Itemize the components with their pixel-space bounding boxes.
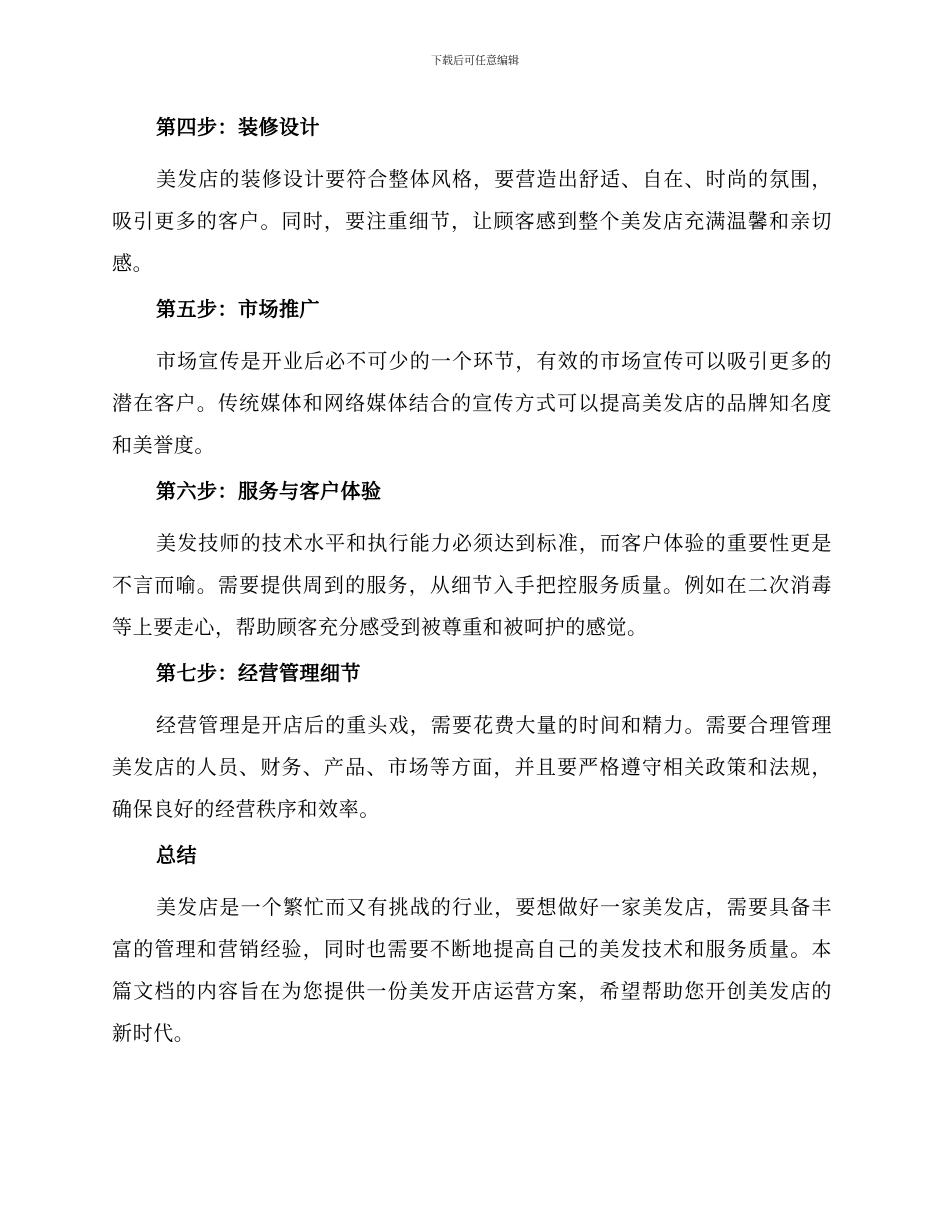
- section-paragraph: 美发技师的技术水平和执行能力必须达到标准，而客户体验的重要性更是不言而喻。需要提供周到的服务，从细节入手把控服务质量。例如在二次消毒等上要走心，帮助顾客充分感受到被尊重和被呵护的感觉。: [112, 531, 832, 639]
- document-body: [112, 112, 832, 1064]
- section-heading: 第五步：市场推广: [156, 297, 320, 321]
- section-marketing: [112, 294, 832, 466]
- section-paragraph: 市场宣传是开业后必不可少的一个环节，有效的市场宣传可以吸引更多的潜在客户。传统媒体和网络媒体结合的宣传方式可以提高美发店的品牌知名度和美誉度。: [112, 349, 832, 457]
- section-heading: 总结: [156, 843, 197, 867]
- section-paragraph: 美发店的装修设计要符合整体风格，要营造出舒适、自在、时尚的氛围，吸引更多的客户。同时，要注重细节，让顾客感到整个美发店充满温馨和亲切感。: [112, 167, 832, 275]
- section-heading: 第七步：经营管理细节: [156, 661, 361, 685]
- section-paragraph: 美发店是一个繁忙而又有挑战的行业，要想做好一家美发店，需要具备丰富的管理和营销经验，同时也需要不断地提高自己的美发技术和服务质量。本篇文档的内容旨在为您提供一份美发开店运营方案，希望帮助您开创美发店的新时代。: [112, 895, 832, 1045]
- section-heading: 第六步：服务与客户体验: [156, 479, 382, 503]
- section-heading: 第四步：装修设计: [156, 115, 320, 139]
- section-service-experience: [112, 476, 832, 648]
- section-paragraph: 经营管理是开店后的重头戏，需要花费大量的时间和精力。需要合理管理美发店的人员、财务、产品、市场等方面，并且要严格遵守相关政策和法规，确保良好的经营秩序和效率。: [112, 713, 832, 821]
- page-header-note: 下载后可任意编辑: [431, 54, 519, 67]
- section-management-details: [112, 658, 832, 830]
- section-decoration-design: [112, 112, 832, 284]
- section-summary: [112, 840, 832, 1054]
